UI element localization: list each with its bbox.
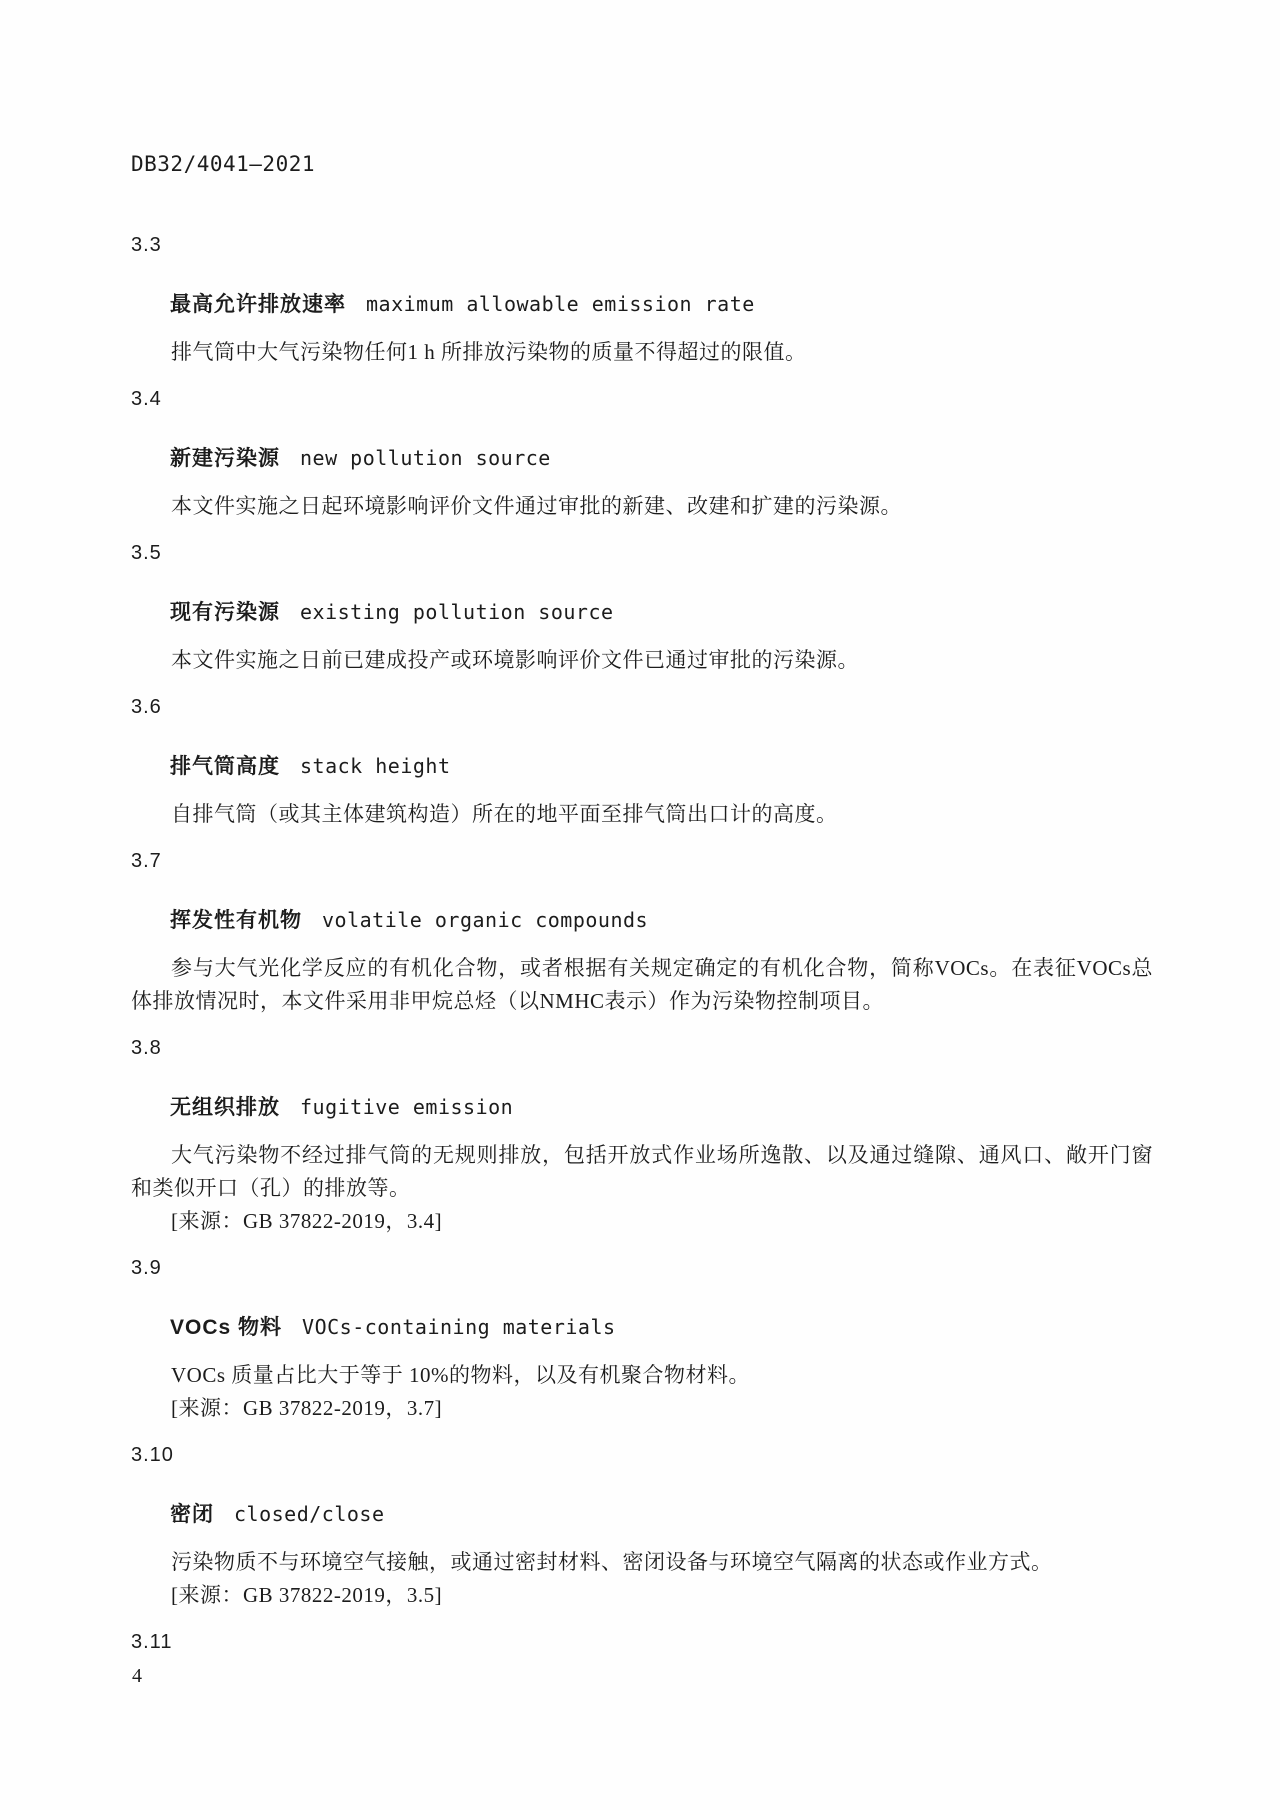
source-reference: [来源：GB 37822-2019，3.5] bbox=[171, 1583, 443, 1607]
term-section bbox=[0, 541, 1280, 677]
section-number: 3.9 bbox=[131, 1257, 162, 1279]
terms-and-definitions bbox=[0, 233, 1280, 1654]
term-section bbox=[0, 387, 1280, 523]
term-heading bbox=[170, 291, 1280, 318]
term-en: volatile organic compounds bbox=[322, 908, 649, 932]
source-reference: [来源：GB 37822-2019，3.4] bbox=[171, 1209, 443, 1233]
term-zh: 新建污染源 bbox=[170, 447, 280, 470]
term-section bbox=[0, 1443, 1280, 1612]
term-zh: 排气筒高度 bbox=[170, 755, 280, 778]
term-heading bbox=[170, 1314, 1280, 1341]
term-en: VOCs-containing materials bbox=[302, 1315, 616, 1339]
term-zh: 密闭 bbox=[170, 1503, 214, 1526]
term-heading bbox=[170, 753, 1280, 780]
term-section bbox=[0, 849, 1280, 1018]
definition-paragraph: 排气筒中大气污染物任何1 h 所排放污染物的质量不得超过的限值。 bbox=[171, 340, 807, 364]
section-number: 3.11 bbox=[131, 1631, 173, 1653]
term-heading bbox=[170, 907, 1280, 934]
term-section bbox=[0, 695, 1280, 831]
section-number: 3.3 bbox=[131, 234, 162, 256]
term-section bbox=[0, 233, 1280, 369]
section-number: 3.8 bbox=[131, 1037, 162, 1059]
term-en: fugitive emission bbox=[300, 1095, 514, 1119]
term-zh: 最高允许排放速率 bbox=[170, 293, 346, 316]
term-zh: 挥发性有机物 bbox=[170, 909, 302, 932]
definition-paragraph: 大气污染物不经过排气筒的无规则排放，包括开放式作业场所逸散、以及通过缝隙、通风口、敞开门窗和类似开口（孔）的排放等。 bbox=[131, 1143, 1153, 1200]
term-en: new pollution source bbox=[300, 446, 551, 470]
section-number: 3.4 bbox=[131, 388, 162, 410]
definition-paragraph: 污染物质不与环境空气接触，或通过密封材料、密闭设备与环境空气隔离的状态或作业方式。 bbox=[171, 1550, 1053, 1574]
term-en: maximum allowable emission rate bbox=[366, 292, 755, 316]
term-en: existing pollution source bbox=[300, 600, 614, 624]
term-heading bbox=[170, 1094, 1280, 1121]
term-section bbox=[0, 1036, 1280, 1238]
page-number: 4 bbox=[132, 1665, 142, 1687]
definition-paragraph: 本文件实施之日起环境影响评价文件通过审批的新建、改建和扩建的污染源。 bbox=[171, 494, 902, 518]
term-heading bbox=[170, 1501, 1280, 1528]
term-heading bbox=[170, 445, 1280, 472]
definition-paragraph: VOCs 质量占比大于等于 10%的物料，以及有机聚合物材料。 bbox=[171, 1363, 751, 1387]
section-number: 3.5 bbox=[131, 542, 162, 564]
term-zh: 无组织排放 bbox=[170, 1096, 280, 1119]
term-en: closed/close bbox=[234, 1502, 385, 1526]
term-heading bbox=[170, 599, 1280, 626]
definition-paragraph: 自排气筒（或其主体建筑构造）所在的地平面至排气筒出口计的高度。 bbox=[171, 802, 838, 826]
term-zh: 现有污染源 bbox=[170, 601, 280, 624]
term-section bbox=[0, 1256, 1280, 1425]
term-en: stack height bbox=[300, 754, 451, 778]
definition-paragraph: 本文件实施之日前已建成投产或环境影响评价文件已通过审批的污染源。 bbox=[171, 648, 859, 672]
source-reference: [来源：GB 37822-2019，3.7] bbox=[171, 1396, 443, 1420]
definition-paragraph: 参与大气光化学反应的有机化合物，或者根据有关规定确定的有机化合物，简称VOCs。在表征VOCs总体排放情况时，本文件采用非甲烷总烃（以NMHC表示）作为污染物控制项目。 bbox=[131, 956, 1153, 1013]
term-zh: VOCs 物料 bbox=[170, 1316, 283, 1339]
section-number: 3.7 bbox=[131, 850, 162, 872]
document-code-header: DB32/4041—2021 bbox=[131, 152, 316, 176]
section-number: 3.6 bbox=[131, 696, 162, 718]
section-number: 3.10 bbox=[131, 1444, 174, 1466]
term-section bbox=[0, 1630, 1280, 1654]
